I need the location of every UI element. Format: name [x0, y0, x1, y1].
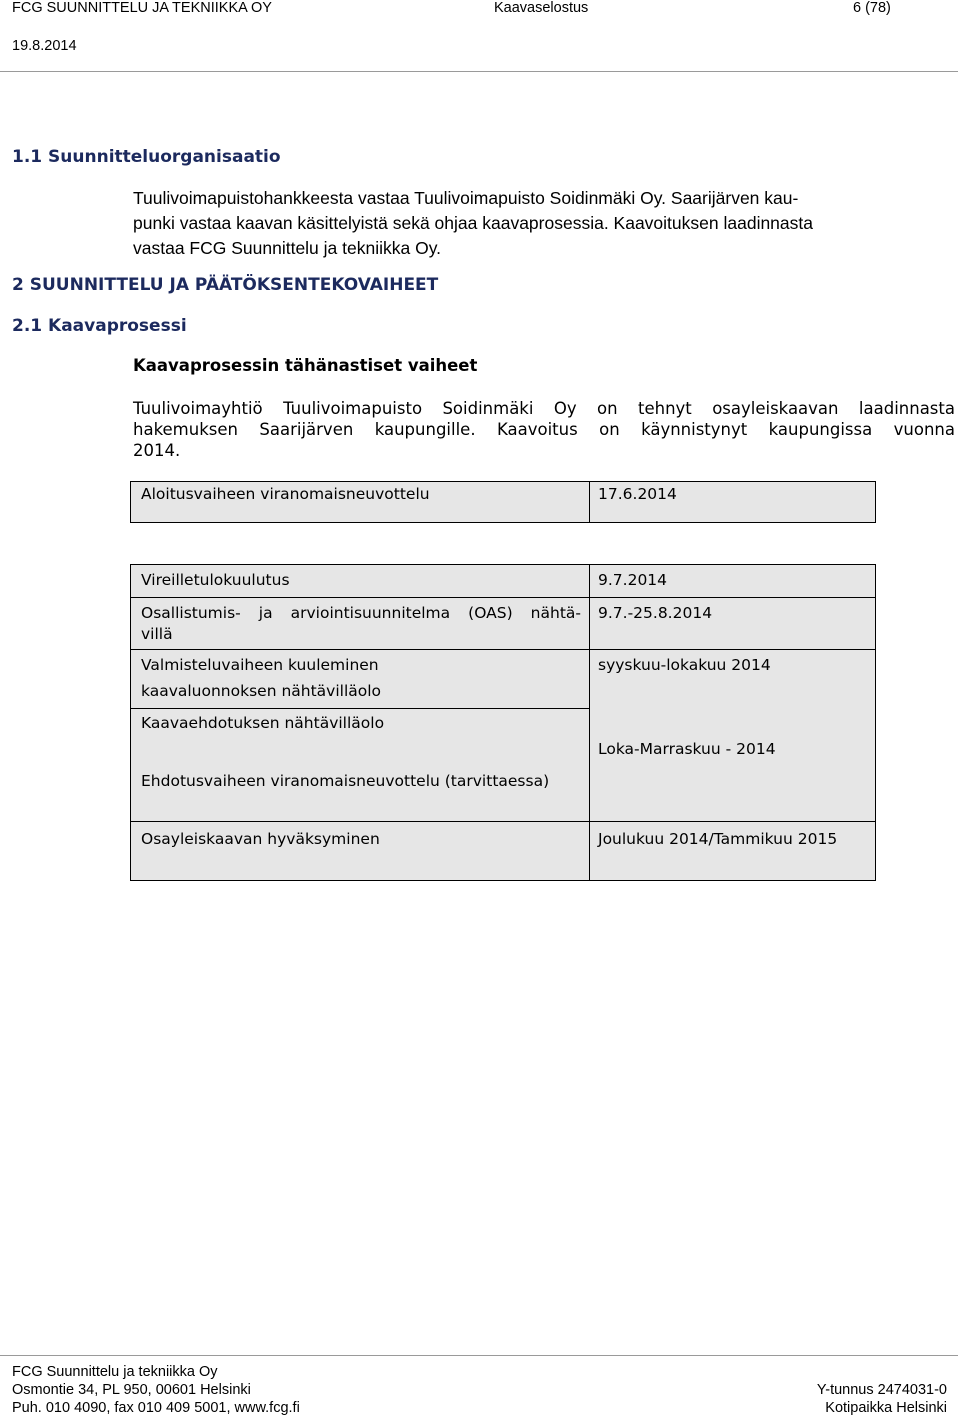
header-page-number: 6 (78) — [853, 0, 891, 16]
heading-suunnittelu-ja-paatoksentekovaiheet: 2 SUUNNITTELU JA PÄÄTÖKSENTEKOVAIHEET — [12, 275, 439, 295]
table-row-divider — [131, 649, 875, 650]
table-cell-date: syyskuu-lokakuu 2014 — [598, 656, 771, 674]
footer-company: FCG Suunnittelu ja tekniikka Oy — [12, 1364, 218, 1380]
paragraph-line: Tuulivoimapuistohankkeesta vastaa Tuulivoimapuisto Soidinmäki Oy. Saarijärven kau- — [133, 188, 799, 208]
paragraph-kaavaprosessi — [133, 398, 955, 461]
paragraph-line: Tuulivoimayhtiö Tuulivoimapuisto Soidinmäki Oy on tehnyt osayleiskaavan laadinnasta — [133, 399, 955, 418]
table-cell-stage: Osallistumis- ja arviointisuunnitelma (OAS) nähtä- — [141, 604, 581, 622]
footer-divider — [0, 1355, 958, 1356]
table-cell-stage: Kaavaehdotuksen nähtävilläolo — [141, 714, 385, 732]
table-cell-date: Loka-Marraskuu - 2014 — [598, 740, 776, 758]
table-row-divider — [131, 597, 875, 598]
heading-kaavaprosessi: 2.1 Kaavaprosessi — [12, 316, 187, 336]
paragraph-line: punki vastaa kaavan käsittelyistä sekä ohjaa kaavaprosessia. Kaavoituksen laadinnasta — [133, 213, 813, 233]
table-cell-stage: Aloitusvaiheen viranomaisneuvottelu — [141, 485, 430, 503]
paragraph-line: 2014. — [133, 441, 181, 460]
header-company: FCG SUUNNITTELU JA TEKNIIKKA OY — [12, 0, 272, 16]
footer-domicile: Kotipaikka Helsinki — [825, 1400, 947, 1416]
table-cell-stage: kaavaluonnoksen nähtävilläolo — [141, 682, 382, 700]
footer-address: Osmontie 34, PL 950, 00601 Helsinki — [12, 1382, 251, 1398]
paragraph-line: hakemuksen Saarijärven kaupungille. Kaavoitus on käynnistynyt kaupungissa vuonna — [133, 420, 955, 439]
table-prosessivaiheet — [130, 564, 876, 881]
table-row-divider — [131, 821, 875, 822]
table-cell-date: 17.6.2014 — [598, 485, 677, 503]
paragraph-organisation — [133, 186, 813, 261]
paragraph-line: vastaa FCG Suunnittelu ja tekniikka Oy. — [133, 238, 442, 258]
subheading-tahanastiset-vaiheet: Kaavaprosessin tähänastiset vaiheet — [133, 356, 478, 375]
table-cell-stage: Osayleiskaavan hyväksyminen — [141, 830, 380, 848]
footer-contact: Puh. 010 4090, fax 010 409 5001, www.fcg.fi — [12, 1400, 300, 1416]
table-cell-stage: Vireilletulokuulutus — [141, 571, 290, 589]
table-cell-date: 9.7.2014 — [598, 571, 668, 589]
footer-business-id: Y-tunnus 2474031-0 — [816, 1382, 947, 1398]
table-cell-stage: Valmisteluvaiheen kuuleminen — [141, 656, 379, 674]
table-cell-stage: villä — [141, 625, 173, 643]
heading-suunnitteluorganisaatio: 1.1 Suunnitteluorganisaatio — [12, 147, 281, 167]
table-cell-stage: Ehdotusvaiheen viranomaisneuvottelu (tarvittaessa) — [141, 772, 550, 790]
table-divider — [589, 482, 590, 522]
header-date: 19.8.2014 — [12, 38, 77, 54]
table-aloitusvaihe — [130, 481, 876, 523]
header-divider — [0, 71, 958, 72]
header-doc-type: Kaavaselostus — [494, 0, 589, 16]
table-row-divider — [131, 708, 589, 709]
table-cell-date: 9.7.-25.8.2014 — [598, 604, 713, 622]
table-cell-date: Joulukuu 2014/Tammikuu 2015 — [598, 830, 838, 848]
table-column-divider — [589, 565, 590, 880]
